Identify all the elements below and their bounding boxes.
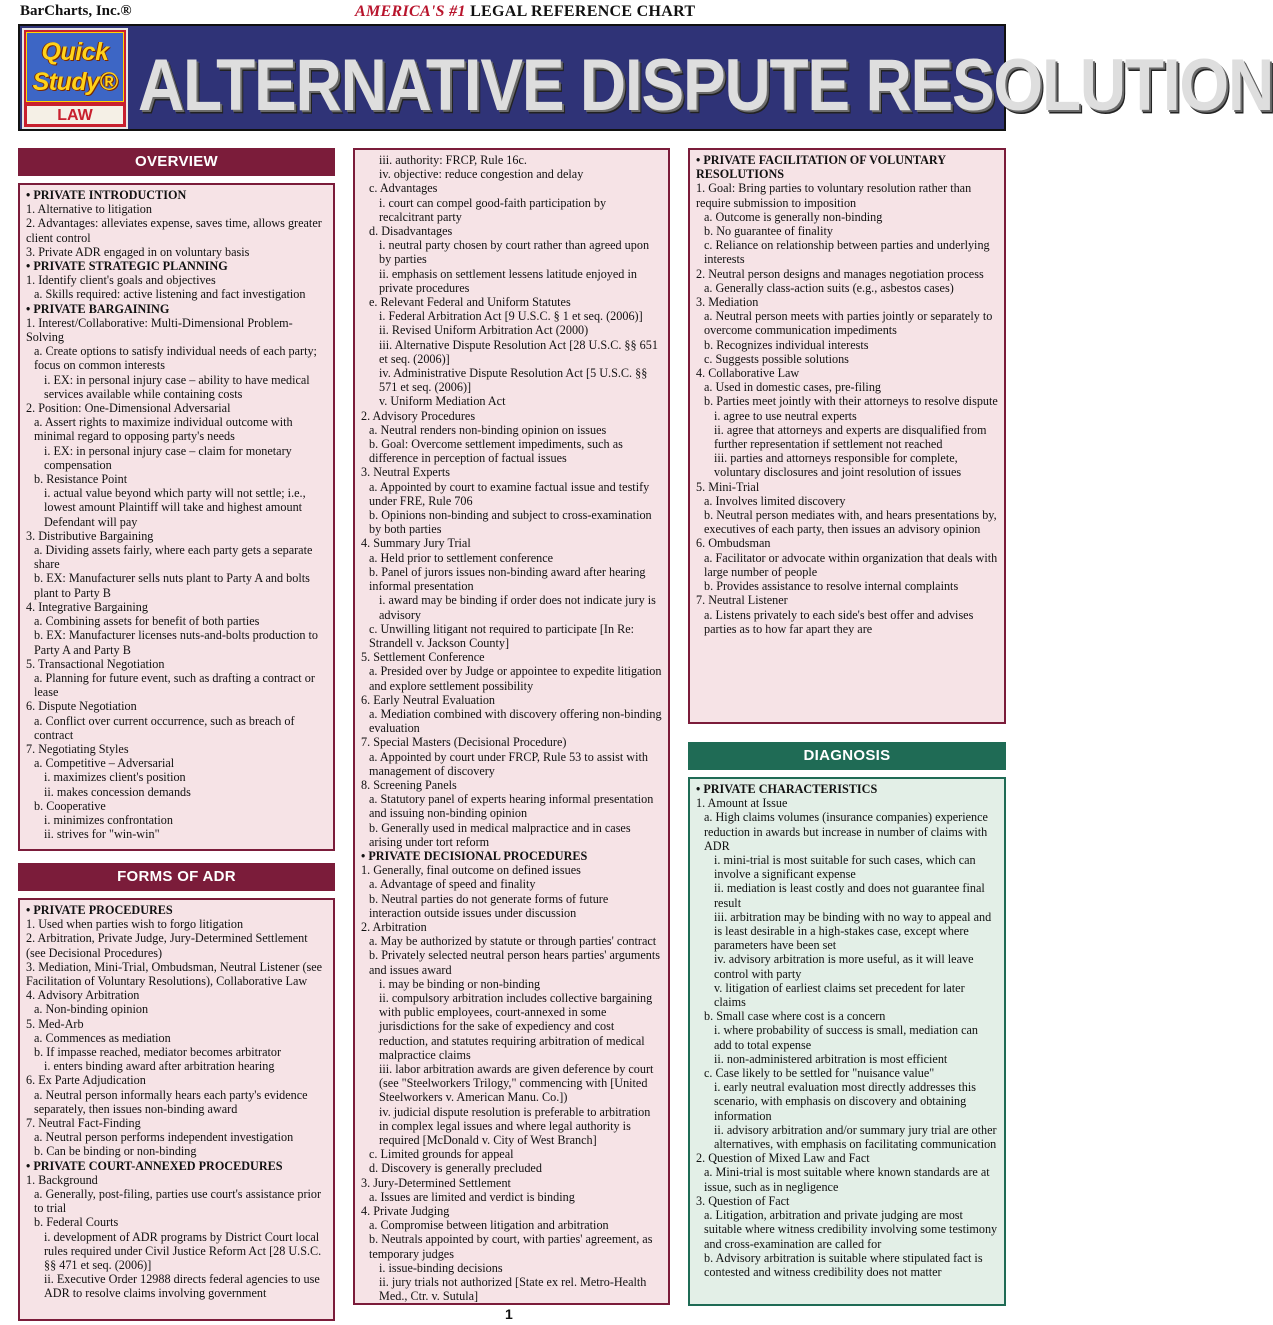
outline-line: 4. Integrative Bargaining: [26, 599, 148, 614]
logo-law-label: LAW: [26, 105, 124, 125]
outline-line: iii. parties and attorneys responsible for complete, voluntary disclosures and joint resolution of issues: [714, 451, 962, 480]
outline-line: 1. Generally, final outcome on defined issues: [361, 863, 581, 878]
outline-line: 2. Neutral person designs and manages negotiation process: [696, 266, 984, 281]
logo-quickstudy: [26, 32, 124, 102]
outline-line: 3. Mediation: [696, 295, 759, 310]
tagline: [355, 3, 695, 21]
outline-line: a. Involves limited discovery: [704, 493, 846, 508]
outline-line: c. Suggests possible solutions: [704, 351, 849, 366]
facilitation-box: [688, 148, 1006, 724]
outline-line: a. Create options to satisfy individual needs of each party; focus on common interests: [34, 344, 317, 373]
outline-line: b. Advisory arbitration is suitable where stipulated fact is contested and witness credibility does not matter: [704, 1250, 983, 1279]
outline-line: ii. makes concession demands: [44, 784, 191, 799]
outline-line: • PRIVATE INTRODUCTION: [26, 188, 187, 202]
outline-line: b. Opinions non-binding and subject to cross-examination by both parties: [369, 508, 652, 537]
procedures-box: [353, 148, 670, 1305]
quickstudy-logo: [22, 28, 128, 129]
outline-line: b. Generally used in medical malpractice and in cases arising under tort reform: [369, 820, 631, 849]
outline-line: b. Parties meet jointly with their attorneys to resolve dispute: [704, 394, 998, 409]
outline-line: • PRIVATE COURT-ANNEXED PROCEDURES: [26, 1158, 283, 1173]
outline-line: 1. Goal: Bring parties to voluntary resolution rather than require submission to imposition: [696, 181, 972, 210]
outline-line: 1. Amount at Issue: [696, 796, 788, 811]
outline-line: a. Neutral renders non-binding opinion on issues: [369, 422, 607, 437]
outline-line: ii. compulsory arbitration includes collective bargaining with public employees, court-annexed in some jurisdictions for the sake of expediency and cost reduction, and statutes requiring arbitration of medical malpractice claims: [379, 990, 653, 1062]
outline-line: 1. Identify client's goals and objectives: [26, 273, 216, 288]
outline-line: 3. Distributive Bargaining: [26, 528, 154, 543]
outline-line: ii. agree that attorneys and experts are disqualified from further representation if settlement not reached: [714, 422, 987, 452]
middle-column: [353, 148, 670, 1305]
outline-line: b. Resistance Point: [34, 472, 128, 487]
outline-line: 5. Settlement Conference: [361, 650, 485, 665]
outline-line: 5. Mini-Trial: [696, 479, 760, 494]
outline-line: ii. mediation is least costly and does not guarantee final result: [714, 881, 985, 910]
outline-line: b. Federal Courts: [34, 1215, 119, 1230]
outline-line: 5. Transactional Negotiation: [26, 656, 165, 671]
outline-line: • PRIVATE FACILITATION OF VOLUNTARY RESOLUTIONS: [696, 153, 946, 182]
outline-line: ii. advisory arbitration and/or summary jury trial are other alternatives, with emphasis on facilitating communication: [714, 1122, 997, 1152]
logo-study-text: Study®: [32, 68, 118, 96]
outline-line: b. EX: Manufacturer licenses nuts-and-bolts production to Party A and Party B: [34, 628, 318, 657]
outline-line: a. Appointed by court to examine factual issue and testify under FRE, Rule 706: [369, 479, 650, 508]
outline-line: c. Advantages: [369, 181, 438, 196]
outline-line: a. Statutory panel of experts hearing informal presentation and issuing non-binding opinion: [369, 792, 654, 821]
outline-line: 1. Alternative to litigation: [26, 202, 152, 217]
outline-line: b. Cooperative: [34, 798, 106, 813]
outline-line: i. early neutral evaluation most directly addresses this scenario, with emphasis on discovery and obtaining information: [714, 1080, 976, 1123]
outline-line: i. agree to use neutral experts: [714, 408, 857, 423]
outline-line: c. Limited grounds for appeal: [369, 1147, 514, 1162]
outline-line: a. Planning for future event, such as drafting a contract or lease: [34, 670, 315, 700]
outline-line: d. Discovery is generally precluded: [369, 1161, 542, 1176]
overview-box: [18, 183, 335, 851]
outline-line: 4. Advisory Arbitration: [26, 988, 140, 1003]
outline-line: a. Dividing assets fairly, where each party gets a separate share: [34, 543, 313, 572]
outline-line: ii. strives for "win-win": [44, 827, 160, 842]
outline-line: ii. non-administered arbitration is most efficient: [714, 1051, 948, 1066]
publisher-name: BarCharts, Inc.®: [20, 3, 132, 19]
outline-line: 8. Screening Panels: [361, 777, 457, 792]
outline-line: a. Commences as mediation: [34, 1030, 171, 1045]
outline-line: 4. Private Judging: [361, 1204, 450, 1219]
outline-line: iv. advisory arbitration is more useful, as it will leave control with party: [714, 952, 974, 981]
forms-content: [26, 903, 327, 1301]
outline-line: iv. objective: reduce congestion and delay: [379, 167, 584, 182]
title-banner: [18, 24, 1273, 131]
outline-line: 2. Advisory Procedures: [361, 408, 476, 423]
outline-line: 7. Special Masters (Decisional Procedure): [361, 735, 567, 750]
outline-line: i. actual value beyond which party will not settle; i.e., lowest amount Plaintiff will take and highest amount Defendant will pay: [44, 486, 306, 529]
outline-line: a. Mediation combined with discovery offering non-binding evaluation: [369, 706, 662, 736]
outline-line: iv. Administrative Dispute Resolution Act [5 U.S.C. §§ 571 et seq. (2006)]: [379, 366, 648, 395]
outline-line: b. Neutral parties do not generate forms of future interaction outside issues under discussion: [369, 891, 609, 920]
outline-line: a. Assert rights to maximize individual outcome with minimal regard to opposing party's needs: [34, 415, 293, 444]
outline-line: • PRIVATE BARGAINING: [26, 301, 170, 316]
outline-line: a. Issues are limited and verdict is binding: [369, 1189, 575, 1204]
outline-line: 6. Ex Parte Adjudication: [26, 1073, 146, 1088]
page-title: ALTERNATIVE DISPUTE RESOLUTION: [138, 43, 1273, 127]
outline-line: b. Goal: Overcome settlement impediments, such as difference in perception of factual issues: [369, 437, 623, 466]
outline-line: 1. Used when parties wish to forgo litigation: [26, 917, 244, 932]
outline-line: 4. Summary Jury Trial: [361, 536, 471, 551]
outline-line: a. Facilitator or advocate within organization that deals with large number of people: [704, 550, 998, 579]
overview-header: OVERVIEW: [18, 148, 335, 176]
page-number: 1: [505, 1306, 513, 1322]
forms-of-adr-header: FORMS OF ADR: [18, 863, 335, 891]
outline-line: i. EX: in personal injury case – claim for monetary compensation: [44, 443, 292, 472]
outline-line: a. Generally class-action suits (e.g., asbestos cases): [704, 280, 954, 295]
outline-line: a. Combining assets for benefit of both parties: [34, 614, 260, 629]
outline-line: ii. Executive Order 12988 directs federal agencies to use ADR to resolve claims involving government: [44, 1272, 320, 1301]
outline-line: 2. Position: One-Dimensional Adversarial: [26, 401, 231, 416]
outline-line: • PRIVATE CHARACTERISTICS: [696, 782, 878, 796]
outline-line: b. Neutrals appointed by court, with parties' agreement, as temporary judges: [369, 1232, 653, 1261]
outline-line: ii. Revised Uniform Arbitration Act (2000): [379, 323, 589, 338]
outline-line: a. Generally, post-filing, parties use court's assistance prior to trial: [34, 1187, 322, 1216]
outline-line: a. Litigation, arbitration and private judging are most suitable where witness credibility involving some testimony and cross-examination are called for: [704, 1208, 998, 1251]
diagnosis-content: [696, 782, 998, 1279]
outline-line: 3. Private ADR engaged in on voluntary basis: [26, 244, 250, 259]
outline-line: a. Appointed by court under FRCP, Rule 53 to assist with management of discovery: [369, 749, 648, 778]
diagnosis-header: DIAGNOSIS: [688, 742, 1006, 770]
outline-line: a. Used in domestic cases, pre-filing: [704, 380, 882, 395]
outline-line: 1. Interest/Collaborative: Multi-Dimensional Problem-Solving: [26, 315, 293, 345]
outline-line: b. Panel of jurors issues non-binding award after hearing informal presentation: [369, 564, 646, 594]
outline-line: 5. Med-Arb: [26, 1016, 84, 1031]
outline-line: a. Presided over by Judge or appointee to expedite litigation and explore settlement possibility: [369, 664, 662, 693]
outline-line: i. EX: in personal injury case – ability to have medical services available while containing costs: [44, 372, 310, 401]
outline-line: c. Reliance on relationship between parties and underlying interests: [704, 238, 990, 267]
outline-line: c. Case likely to be settled for "nuisance value": [704, 1066, 935, 1081]
outline-line: i. award may be binding if order does not indicate jury is advisory: [379, 593, 656, 622]
outline-line: a. Conflict over current occurrence, such as breach of contract: [34, 713, 295, 742]
outline-line: a. Listens privately to each side's best offer and advises parties as to how far apart they are: [704, 607, 974, 636]
outline-line: a. Competitive – Adversarial: [34, 756, 175, 771]
outline-line: 3. Neutral Experts: [361, 465, 451, 480]
outline-line: 6. Dispute Negotiation: [26, 699, 137, 714]
outline-line: a. High claims volumes (insurance companies) experience reduction in awards but increase in number of claims with ADR: [704, 810, 988, 853]
tagline-accent: AMERICA'S #1: [355, 3, 466, 20]
outline-line: i. development of ADR programs by District Court local rules required under Civil Justice Reform Act [28 U.S.C. §§ 471 et seq. (2006)]: [44, 1229, 322, 1273]
outline-line: 1. Background: [26, 1172, 98, 1187]
outline-line: 3. Mediation, Mini-Trial, Ombudsman, Neutral Listener (see Facilitation of Voluntary Resolutions), Collaborative Law: [26, 959, 323, 989]
outline-line: e. Relevant Federal and Uniform Statutes: [369, 295, 571, 310]
outline-line: 7. Neutral Listener: [696, 593, 788, 608]
outline-line: i. court can compel good-faith participation by recalcitrant party: [379, 195, 607, 224]
outline-line: i. may be binding or non-binding: [379, 976, 541, 991]
outline-line: 3. Question of Fact: [696, 1193, 790, 1208]
outline-line: v. Uniform Mediation Act: [379, 394, 506, 409]
outline-line: i. enters binding award after arbitration hearing: [44, 1059, 275, 1074]
outline-line: iii. labor arbitration awards are given deference by court (see "Steelworkers Trilogy," commencing with [United Steelworkers v. American Manu. Co.]): [379, 1062, 654, 1105]
outline-line: 7. Neutral Fact-Finding: [26, 1116, 141, 1131]
outline-line: b. Can be binding or non-binding: [34, 1144, 197, 1159]
top-line: [0, 0, 1024, 24]
outline-line: 4. Collaborative Law: [696, 366, 800, 381]
left-column: [18, 148, 335, 1321]
forms-of-adr-box: [18, 898, 335, 1321]
outline-line: b. Recognizes individual interests: [704, 337, 869, 352]
outline-line: d. Disadvantages: [369, 224, 453, 239]
outline-line: 6. Ombudsman: [696, 536, 771, 551]
outline-line: a. Neutral person performs independent investigation: [34, 1130, 294, 1145]
outline-line: b. Neutral person mediates with, and hears presentations by, executives of each party, then issues an advisory opinion: [704, 508, 997, 537]
outline-line: a. Neutral person meets with parties jointly or separately to overcome communication impediments: [704, 309, 993, 338]
outline-line: iv. judicial dispute resolution is preferable to arbitration in complex legal issues and where legal authority is required [McDonald v. City of West Branch]: [379, 1104, 651, 1148]
outline-line: a. May be authorized by statute or through parties' contract: [369, 934, 657, 949]
outline-line: 2. Arbitration: [361, 919, 427, 934]
outline-line: a. Non-binding opinion: [34, 1002, 149, 1017]
facilitation-content: [696, 153, 998, 636]
outline-line: iii. Alternative Dispute Resolution Act [28 U.S.C. §§ 651 et seq. (2006)]: [379, 337, 658, 366]
outline-line: b. Privately selected neutral person hears parties' arguments and issues award: [369, 948, 660, 977]
outline-line: a. Advantage of speed and finality: [369, 877, 536, 892]
tagline-rest: LEGAL REFERENCE CHART: [465, 3, 696, 20]
outline-line: iii. authority: FRCP, Rule 16c.: [379, 153, 527, 167]
outline-line: 7. Negotiating Styles: [26, 741, 129, 756]
outline-line: • PRIVATE DECISIONAL PROCEDURES: [361, 848, 588, 863]
middle-content: [361, 153, 662, 1303]
outline-line: a. Skills required: active listening and fact investigation: [34, 287, 306, 302]
outline-line: iii. arbitration may be binding with no way to appeal and is least desirable in a high-stakes case, except where parameters have been set: [714, 909, 992, 953]
outline-line: 2. Question of Mixed Law and Fact: [696, 1151, 870, 1166]
outline-line: 2. Arbitration, Private Judge, Jury-Determined Settlement (see Decisional Procedures): [26, 931, 308, 960]
outline-line: v. litigation of earliest claims set precedent for later claims: [714, 980, 965, 1010]
outline-line: i. where probability of success is small, mediation can add to total expense: [714, 1023, 978, 1052]
outline-line: b. EX: Manufacturer sells nuts plant to Party A and bolts plant to Party B: [34, 571, 310, 600]
outline-line: ii. emphasis on settlement lessens latitude enjoyed in private procedures: [379, 266, 637, 295]
outline-line: a. Neutral person informally hears each party's evidence separately, then issues non-binding award: [34, 1087, 308, 1116]
overview-content: [26, 188, 327, 841]
outline-line: b. If impasse reached, mediator becomes arbitrator: [34, 1045, 282, 1060]
outline-line: i. mini-trial is most suitable for such cases, which can involve a significant expense: [714, 853, 976, 882]
outline-line: a. Outcome is generally non-binding: [704, 209, 883, 224]
outline-line: i. neutral party chosen by court rather than agreed upon by parties: [379, 238, 650, 267]
outline-line: b. Provides assistance to resolve internal complaints: [704, 579, 959, 594]
logo-quick-text: Quick: [41, 38, 109, 66]
outline-line: i. minimizes confrontation: [44, 812, 173, 827]
outline-line: 3. Jury-Determined Settlement: [361, 1175, 511, 1190]
outline-line: b. Small case where cost is a concern: [704, 1009, 886, 1024]
outline-line: i. Federal Arbitration Act [9 U.S.C. § 1 et seq. (2006)]: [379, 309, 643, 324]
outline-line: ii. jury trials not authorized [State ex rel. Metro-Health Med., Ctr. v. Sutula]: [379, 1275, 647, 1304]
outline-line: a. Held prior to settlement conference: [369, 550, 554, 565]
outline-line: i. issue-binding decisions: [379, 1260, 503, 1275]
outline-line: i. maximizes client's position: [44, 770, 186, 785]
outline-line: c. Unwilling litigant not required to participate [In Re: Strandell v. Jackson County]: [369, 621, 635, 650]
outline-line: • PRIVATE STRATEGIC PLANNING: [26, 259, 228, 274]
outline-line: 2. Advantages: alleviates expense, saves time, allows greater client control: [26, 216, 322, 245]
outline-line: 6. Early Neutral Evaluation: [361, 692, 496, 707]
outline-line: • PRIVATE PROCEDURES: [26, 903, 173, 917]
outline-line: b. No guarantee of finality: [704, 224, 833, 239]
outline-line: a. Mini-trial is most suitable where known standards are at issue, such as in negligence: [704, 1165, 990, 1194]
outline-line: a. Compromise between litigation and arbitration: [369, 1218, 609, 1233]
diagnosis-box: [688, 777, 1006, 1306]
right-column: [688, 148, 1006, 1306]
